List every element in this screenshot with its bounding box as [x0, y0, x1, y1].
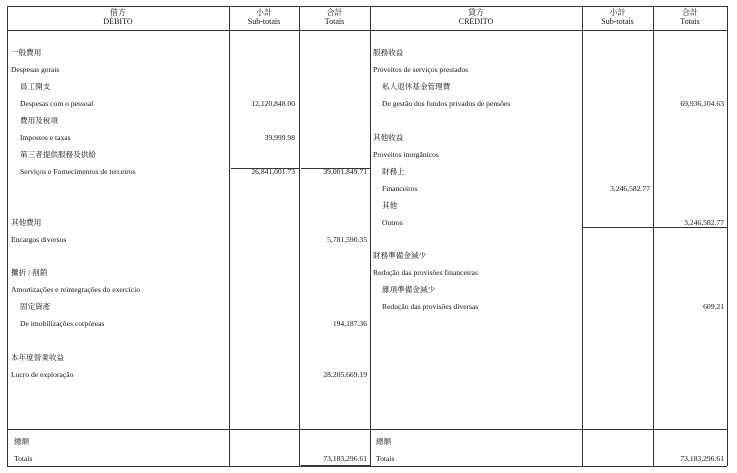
- third-party-zh: 第三者提供服務及供給: [20, 150, 96, 159]
- top-border: [7, 6, 727, 7]
- misc-provisions-zh: 雜項準備金減少: [382, 285, 436, 294]
- others-pt: Outros: [382, 218, 403, 227]
- col-sep-3: [370, 6, 371, 466]
- credit-sum-zh: 總額: [376, 437, 392, 446]
- credit-total-header: 合計 Totais: [680, 8, 700, 26]
- third-party-subtotal: 26,841,001.73: [251, 167, 295, 176]
- other-charges-zh: 其他費用: [11, 218, 42, 227]
- debit-grand-total: 73,183,296.61: [323, 454, 367, 463]
- debit-subtotal-header: 小計 Sub-totais: [247, 8, 281, 26]
- staff-costs-zh: 員工開支: [20, 82, 51, 91]
- debit-sum-pt: Totais: [14, 454, 33, 463]
- service-income-pt: Proveitos de serviços prestados: [373, 65, 469, 74]
- other-income-zh: 其他收益: [373, 133, 404, 142]
- col-sep-5: [653, 6, 654, 466]
- pension-fund-zh: 私人退休基金管理費: [382, 82, 451, 91]
- header-bottom-line: [7, 30, 727, 31]
- fixed-assets-pt: De imobilizações corpóreas: [20, 319, 105, 328]
- pension-fund-total: 69,936,104.63: [680, 99, 724, 108]
- debit-grand-total-rule: [301, 465, 370, 467]
- general-expenses-total: 39,001,849.71: [323, 167, 367, 176]
- amortization-zh: 攤折 / 削銷: [11, 268, 48, 277]
- fixed-assets-total: 194,187.36: [332, 319, 367, 328]
- staff-costs-subtotal: 12,120,848.00: [251, 99, 295, 108]
- credit-sum-pt: Totais: [376, 454, 395, 463]
- general-expenses-pt: Despesas gerais: [11, 65, 60, 74]
- left-border: [7, 6, 8, 466]
- debit-header: 借方 DÉBITO: [103, 8, 133, 26]
- pension-fund-pt: De gestão dos fundos privados de pensões: [382, 99, 511, 108]
- credit-header: 貸方 CRÉDITO: [458, 8, 494, 26]
- operating-profit-zh: 本年度營業收益: [11, 353, 65, 362]
- right-border: [727, 6, 728, 466]
- other-income-pt: Proveitos inorgânicos: [373, 150, 439, 159]
- misc-provisions-total: 609.21: [703, 302, 724, 311]
- fixed-assets-zh: 固定資產: [20, 302, 51, 311]
- provisions-reduction-zh: 財務準備金減少: [373, 251, 427, 260]
- taxes-pt: Impostos e taxas: [20, 133, 71, 142]
- other-charges-pt: Encargos diversos: [11, 235, 67, 244]
- provisions-reduction-pt: Redução das provisões financeiras: [373, 268, 478, 277]
- financial-pt: Financeiros: [382, 184, 418, 193]
- other-income-total: 3,246,582.77: [684, 218, 724, 227]
- others-zh: 其他: [382, 201, 398, 210]
- debit-total-header: 合計 Totais: [324, 8, 345, 26]
- taxes-zh: 費用及稅項: [20, 116, 58, 125]
- general-expenses-zh: 一般費用: [11, 48, 42, 57]
- operating-profit-total: 28,205,669.19: [323, 370, 367, 379]
- credit-subtotal-header: 小計 Sub-totais: [601, 8, 634, 26]
- taxes-subtotal: 39,999.98: [264, 133, 295, 142]
- operating-profit-pt: Lucro de exploração: [11, 370, 74, 379]
- service-income-zh: 服務收益: [373, 48, 404, 57]
- third-party-pt: Serviços e Fornecimentos de terceiros: [20, 167, 136, 176]
- amortization-pt: Amortizações e reintegrações do exercício: [11, 285, 141, 294]
- financial-zh: 財務上: [382, 167, 405, 176]
- col-sep-1: [229, 6, 230, 466]
- debit-sum-zh: 總額: [14, 437, 30, 446]
- col-sep-4: [582, 6, 583, 466]
- misc-provisions-pt: Redução das provisões diversas: [382, 302, 479, 311]
- totals-top-line: [7, 429, 727, 430]
- financial-subtotal: 3,246,582.77: [610, 184, 650, 193]
- other-charges-total: 5,781,590.35: [327, 235, 367, 244]
- credit-grand-total: 73,183,296.61: [680, 454, 724, 463]
- staff-costs-pt: Despesas com o pessoal: [20, 99, 94, 108]
